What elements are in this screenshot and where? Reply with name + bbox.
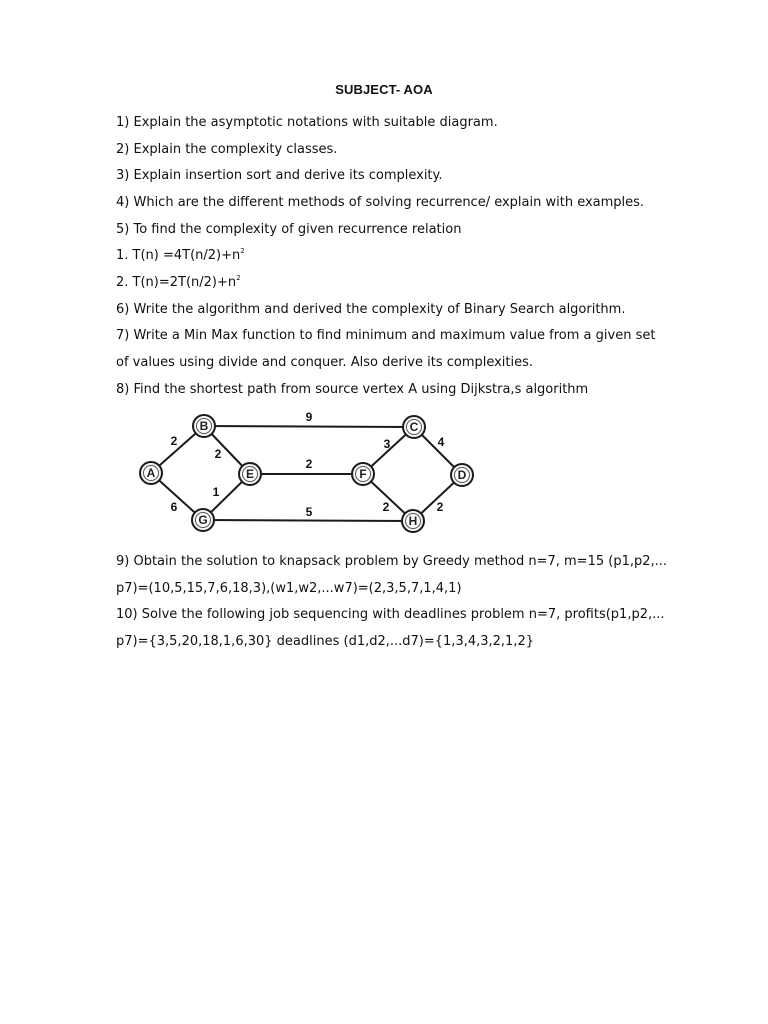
recurrence-1-exponent: 2	[240, 247, 245, 255]
question-3: 3) Explain insertion sort and derive its complexity.	[116, 168, 443, 183]
node-h	[402, 510, 424, 532]
weight-a-g: 6	[170, 500, 178, 514]
weight-b-e: 2	[214, 447, 222, 461]
weight-c-d: 4	[437, 435, 445, 449]
question-6: 6) Write the algorithm and derived the complexity of Binary Search algorithm.	[116, 302, 626, 317]
node-g	[192, 509, 214, 531]
weight-e-f: 2	[305, 457, 313, 471]
question-5: 5) To find the complexity of given recurrence relation	[116, 222, 462, 237]
document-title: SUBJECT- AOA	[335, 82, 433, 97]
weight-f-c: 3	[383, 437, 391, 451]
question-1: 1) Explain the asymptotic notations with suitable diagram.	[116, 115, 498, 130]
question-7-line-2: of values using divide and conquer. Also derive its complexities.	[116, 355, 534, 370]
edge-g-h	[203, 520, 413, 521]
recurrence-2-exponent: 2	[236, 274, 241, 282]
recurrence-2	[116, 274, 241, 292]
node-b-label: B	[199, 419, 209, 433]
question-9-line-2: p7)=(10,5,15,7,6,18,3),(w1,w2,...w7)=(2,3,5,7,1,4,1)	[116, 581, 462, 596]
question-4: 4) Which are the different methods of solving recurrence/ explain with examples.	[116, 195, 645, 210]
dijkstra-graph-diagram	[128, 402, 488, 538]
node-d	[451, 464, 473, 486]
node-f-label: F	[359, 467, 367, 481]
node-h-label: H	[408, 514, 418, 528]
question-10-line-1: 10) Solve the following job sequencing with deadlines problem n=7, profits(p1,p2,...	[116, 607, 665, 622]
node-d-label: D	[457, 468, 467, 482]
node-c	[403, 416, 425, 438]
node-f	[352, 463, 374, 485]
question-8: 8) Find the shortest path from source vertex A using Dijkstra,s algorithm	[116, 382, 589, 397]
node-e	[239, 463, 261, 485]
weight-g-h: 5	[305, 505, 313, 519]
weight-f-h: 2	[382, 500, 390, 514]
edge-b-c	[204, 426, 414, 427]
weight-g-e: 1	[212, 485, 220, 499]
node-a	[140, 462, 162, 484]
question-7-line-1: 7) Write a Min Max function to find minimum and maximum value from a given set	[116, 328, 656, 343]
question-10-line-2: p7)={3,5,20,18,1,6,30} deadlines (d1,d2,...d7)={1,3,4,3,2,1,2}	[116, 634, 534, 649]
recurrence-1-text: 1. T(n) =4T(n/2)+n	[116, 248, 241, 263]
question-9-line-1: 9) Obtain the solution to knapsack problem by Greedy method n=7, m=15 (p1,p2,...	[116, 554, 668, 569]
weight-a-b: 2	[170, 434, 178, 448]
recurrence-1	[116, 247, 245, 265]
weight-h-d: 2	[436, 500, 444, 514]
node-c-label: C	[409, 420, 419, 434]
node-e-label: E	[245, 467, 255, 481]
weight-b-c: 9	[305, 410, 313, 424]
node-a-label: A	[146, 466, 156, 480]
question-2: 2) Explain the complexity classes.	[116, 142, 338, 157]
recurrence-2-text: 2. T(n)=2T(n/2)+n	[116, 275, 237, 290]
node-b	[193, 415, 215, 437]
node-g-label: G	[198, 513, 208, 527]
